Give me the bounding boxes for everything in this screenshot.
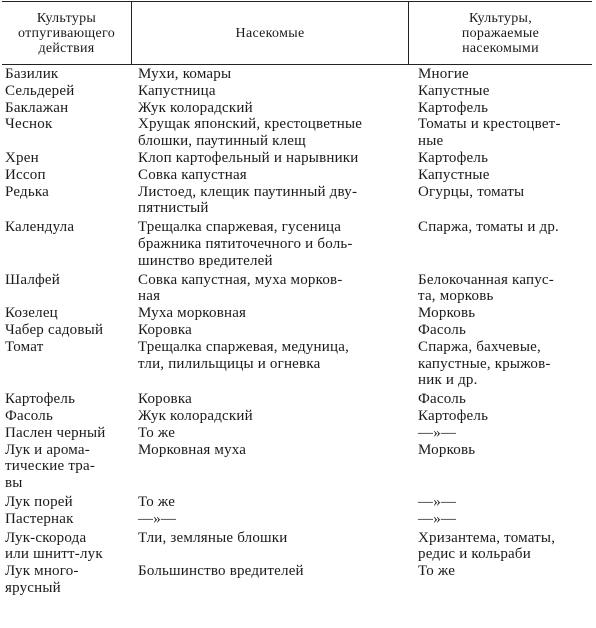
table-row [3, 167, 593, 184]
header-insects: Насекомые [235, 25, 305, 41]
cell-affected-crop: —»— [418, 493, 457, 510]
table-row [3, 83, 593, 100]
cell-repellent-crop: Чеснок [5, 116, 53, 133]
cell-repellent-crop: Паслен черный [5, 424, 106, 441]
table-row [3, 492, 593, 511]
cell-insects: Коровка [138, 321, 192, 338]
header-affected-crops: Культуры, поражаемые насекомыми [461, 10, 540, 56]
cell-insects: Совка капустная, муха морков- ная [138, 271, 343, 305]
table-row [3, 217, 593, 269]
table-row [3, 66, 593, 83]
cell-insects: Морковная муха [138, 441, 247, 458]
cell-insects: Жук колорадский [138, 407, 253, 424]
cell-affected-crop: Спаржа, бахчевые, капустные, крыжов- ник и др. [418, 338, 551, 389]
table-row [3, 116, 593, 150]
table-row [3, 442, 593, 492]
cell-repellent-crop: Шалфей [5, 271, 61, 288]
table-row [3, 389, 593, 408]
cell-insects: —»— [138, 510, 177, 527]
table-row [3, 408, 593, 425]
cell-insects: Тли, земляные блошки [138, 529, 288, 546]
cell-repellent-crop: Иссоп [5, 166, 46, 183]
header-bottom-rule [2, 64, 592, 65]
cell-insects: Трещалка спаржевая, гусеница бражника пятиточечного и боль- шинство вредителей [138, 219, 353, 269]
cell-insects: Жук колорадский [138, 99, 253, 116]
cell-affected-crop: Капустные [418, 166, 490, 183]
table-row [3, 322, 593, 339]
table-row [3, 563, 593, 597]
cell-repellent-crop: Чабер садовый [5, 321, 104, 338]
cell-insects: То же [138, 493, 176, 510]
cell-repellent-crop: Фасоль [5, 407, 53, 424]
cell-repellent-crop: Томат [5, 338, 44, 355]
cell-affected-crop: Картофель [418, 99, 489, 116]
header-repellent-crops: Культуры отпугивающего действия [17, 10, 116, 56]
table-row [3, 100, 593, 117]
cell-repellent-crop: Хрен [5, 149, 39, 166]
cell-affected-crop: То же [418, 563, 456, 580]
table-row [3, 270, 593, 306]
cell-repellent-crop: Лук и арома- тические тра- вы [5, 441, 96, 492]
cell-affected-crop: Огурцы, томаты [418, 183, 525, 200]
cell-insects: Трещалка спаржевая, медуница, тли, пилильщицы и огневка [138, 338, 350, 372]
cell-insects: Листоед, клещик паутинный дву- пятнистый [138, 183, 358, 217]
cell-affected-crop: Морковь [418, 441, 476, 458]
cell-repellent-crop: Лук много- ярусный [5, 563, 79, 596]
cell-repellent-crop: Козелец [5, 305, 58, 322]
cell-affected-crop: Белокочанная капус- та, морковь [418, 271, 554, 305]
cell-repellent-crop: Пастернак [5, 510, 74, 527]
cell-insects: То же [138, 424, 176, 441]
cell-affected-crop: Капустные [418, 82, 490, 99]
table-row [3, 528, 593, 564]
table-row [3, 184, 593, 218]
cell-repellent-crop: Редька [5, 183, 49, 200]
cell-insects: Совка капустная [138, 166, 247, 183]
cell-insects: Мухи, комары [138, 66, 232, 82]
cell-affected-crop: —»— [418, 424, 457, 441]
cell-affected-crop: Многие [418, 66, 469, 82]
cell-affected-crop: Хризантема, томаты, редис и кольраби [418, 529, 556, 563]
table-row [3, 511, 593, 528]
cell-repellent-crop: Сельдерей [5, 82, 75, 99]
cell-affected-crop: Картофель [418, 149, 489, 166]
cell-repellent-crop: Лук порей [5, 493, 73, 510]
cell-affected-crop: Томаты и крестоцвет- ные [418, 116, 561, 150]
cell-repellent-crop: Календула [5, 219, 75, 236]
cell-affected-crop: Спаржа, томаты и др. [418, 219, 559, 236]
cell-repellent-crop: Баклажан [5, 99, 69, 116]
cell-insects: Капустница [138, 82, 216, 99]
cell-repellent-crop: Лук-скорода или шнитт-лук [5, 529, 103, 563]
cell-insects: Хрущак японский, крестоцветные блошки, паутинный клещ [138, 116, 363, 150]
cell-affected-crop: —»— [418, 510, 457, 527]
cell-repellent-crop: Базилик [5, 66, 59, 82]
table-row [3, 339, 593, 389]
table-row [3, 150, 593, 167]
table-row [3, 425, 593, 442]
companion-planting-table [3, 66, 593, 597]
cell-affected-crop: Картофель [418, 407, 489, 424]
cell-insects: Клоп картофельный и нарывники [138, 149, 359, 166]
cell-affected-crop: Морковь [418, 305, 476, 322]
cell-insects: Большинство вредителей [138, 563, 304, 580]
cell-repellent-crop: Картофель [5, 391, 76, 408]
cell-affected-crop: Фасоль [418, 391, 466, 408]
table-row [3, 305, 593, 322]
cell-insects: Коровка [138, 391, 192, 408]
cell-affected-crop: Фасоль [418, 321, 466, 338]
cell-insects: Муха морковная [138, 305, 247, 322]
